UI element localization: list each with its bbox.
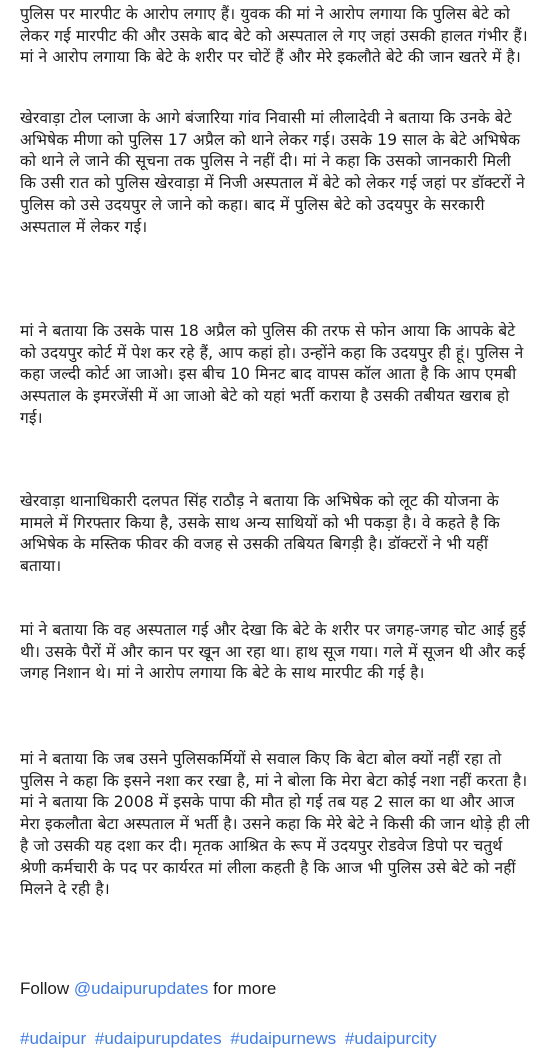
handle-link-udaipurupdates[interactable]: @udaipurupdates [73, 979, 209, 998]
follow-line [20, 978, 276, 1000]
hashtag-link[interactable]: #udaipurupdates [94, 1029, 222, 1048]
follow-prefix: Follow [20, 979, 70, 998]
caption-paragraph-5: मां ने बताया कि वह अस्पताल गई और देखा कि बेटे के शरीर पर जगह-जगह चोट आई हुई थी। उसके पैरों में और कान पर खून आ रहा था। हाथ सूज गया। गले में सूजन थी और कई जगह निशान थे। मां ने आरोप लगाया कि बेटे के साथ मारपीट की गई है। [20, 621, 526, 683]
caption-paragraph-6: मां ने बताया कि जब उसने पुलिसकर्मियों से सवाल किए कि बेटा बोल क्यों नहीं रहा तो पुलिस ने कहा कि इसने नशा कर रखा है, मां ने बोला कि मेरा बेटा कोई नशा नहीं करता है। मां ने बताया कि 2008 में इसके पापा की मौत हो गई तब यह 2 साल का था और आज मेरा इकलौता बेटा अस्पताल में भर्ती है। उसने कहा कि मेरे बेटे ने किसी की जान थोड़े ही ली है जो उसकी यह दशा कर दी। मृतक आश्रित के रूप में उदयपुर रोडवेज डिपो पर चतुर्थ श्रेणी कर्मचारी के पद पर कार्यरत मां लीला कहती है कि आज भी पुलिस उसे बेटे को नहीं मिलने दे रही है। [20, 750, 530, 899]
caption-paragraph-4: खेरवाड़ा थानाधिकारी दलपत सिंह राठौड़ ने बताया कि अभिषेक को लूट की योजना के मामले में गिरफ्तार किया है, उसके साथ अन्य साथियों को भी पकड़ा है। वे कहते है कि अभिषेक के मस्तिक फीवर की वजह से उसकी तबियत बिगड़ी है। डॉक्टरों ने भी यहीं बताया। [20, 492, 500, 576]
hashtag-link[interactable]: #udaipurnews [230, 1029, 337, 1048]
caption-paragraph-1: पुलिस पर मारपीट के आरोप लगाए हैं। युवक की मां ने आरोप लगाया कि पुलिस बेटे को लेकर गई मारपीट की और उसके बाद बेटे को अस्पताल ले गए जहां उसकी हालत गंभीर हैं। मां ने आरोप लगाया कि बेटे के शरीर पर चोटें हैं और मेरे इकलौते बेटे की जान खतरे में है। [20, 5, 528, 67]
caption-paragraph-3: मां ने बताया कि उसके पास 18 अप्रैल को पुलिस की तरफ से फोन आया कि आपके बेटे को उदयपुर कोर्ट में पेश कर रहे हैं, आप कहां हो। उन्होंने कहा कि उदयपुर ही हूं। पुलिस ने कहा जल्दी कोर्ट आ जाओ। इस बीच 10 मिनट बाद वापस कॉल आता है कि आप एमबी अस्पताल के इमरजेंसी में आ जाओ बेटे को यहां भर्ती कराया है उसकी तबीयत खराब हो गई। [20, 322, 524, 427]
follow-suffix: for more [213, 979, 277, 998]
hashtag-link[interactable]: #udaipur [20, 1029, 87, 1048]
hashtag-row [20, 1028, 441, 1048]
caption-paragraph-2: खेरवाड़ा टोल प्लाजा के आगे बंजारिया गांव निवासी मां लीलादेवी ने बताया कि उनके बेटे अभिषेक मीणा को पुलिस 17 अप्रैल को थाने लेकर गई। उसके 19 साल के बेटे अभिषेक को थाने ले जाने की सूचना तक पुलिस ने नहीं दी। मां ने कहा कि उसको जानकारी मिली कि उसी रात को पुलिस खेरवाड़ा में निजी अस्पताल में बेटे को लेकर गई जहां पर डॉक्टरों ने पुलिस को उसे उदयपुर ले जाने को कहा। बाद में पुलिस बेटे को उदयपुर के सरकारी अस्पताल में लेकर गई। [20, 109, 525, 236]
hashtag-link[interactable]: #udaipurcity [344, 1029, 437, 1048]
